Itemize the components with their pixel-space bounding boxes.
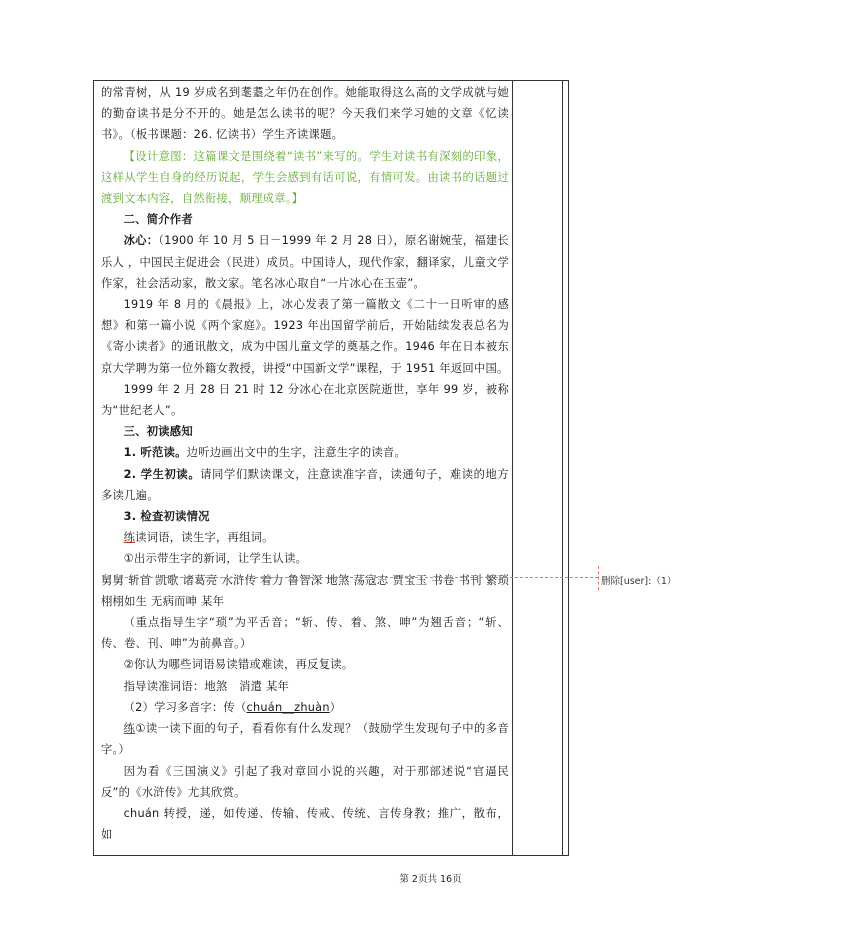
intro-paragraph: 的常青树，从 19 岁成名到耄耋之年仍在创作。她能取得这么高的文学成就与她的勤奋读书是分不开的。她是怎么读书的呢？今天我们来学习她的文章《忆读书》。（板书课题：26. 忆读书）学生齐读课题。 [101,86,509,142]
polyphone-prefix: （2）学习多音字：传（ [123,700,247,714]
design-note: 【设计意图：这篇课文是围绕着“读书”来写的。学生对读书有深刻的印象，这样从学生自身的经历说起，学生会感到有话可说，有情可发。由读书的话题过渡到文本内容，自然衔接，顺理成章。】 [101,149,509,206]
comment-connector [120,577,598,578]
revision-mark[interactable]: 练 [123,722,136,736]
item-hard-words: ②你认为哪些词语易读错或难读，再反复读。 [123,658,354,672]
step-2-title: 2. 学生初读。 [123,467,201,481]
step-1-title: 1. 听范读。 [123,446,187,460]
revision-mark[interactable]: 练 [123,531,136,545]
chuan-definition: chuán 转授，递，如传递、传输、传戒、传统、言传身教；推广，散布，如 [101,806,509,842]
lesson-content [101,82,509,845]
section-heading-reading: 三、初读感知 [123,425,193,439]
step-2-text: 请同学们默读课文，注意读准字音，读通句子，难读的地方多读几遍。 [101,467,509,502]
biography-paragraph: 1919 年 8 月的《晨报》上，冰心发表了第一篇散文《二十一日听审的感想》和第一篇小说《两个家庭》。1923 年出国留学前后，开始陆续发表总名为《寄小读者》的通讯散文，成为中国儿童文学的奠基之作。1946 年在日本被东京大学聘为第一位外籍女教授，讲授“中国新文学”课程，于 1951 年返回中国。 [101,298,509,375]
vocabulary-list: 舅舅 斩首 凯歌 诸葛亮 水浒传 着力 鲁智深 地煞 荡寇志 贾宝玉 书卷 书刊 繁琐 栩栩如生 无病而呻 某年 [101,573,509,608]
step-3: 3. 检查初读情况 [123,510,210,524]
example-sentence: 因为看《三国演义》引起了我对章回小说的兴趣，对于那部述说“官逼民反”的《水浒传》尤其欣赏。 [101,764,509,799]
practice-words-text: 读词语，读生字，再组词。 [135,531,274,545]
pronunciation-focus: （重点指导生字“琐”为平舌音；“斩、传、着、煞、呻”为翘舌音；“斩、传、卷、刊、呻”为前鼻音。） [101,616,509,651]
polyphone-suffix: ） [329,700,342,714]
step-1-text: 边听边画出文中的生字，注意生字的读音。 [186,446,407,460]
section-heading-author: 二、简介作者 [123,213,193,227]
death-paragraph: 1999 年 2 月 28 日 21 时 12 分冰心在北京医院逝世，享年 99 岁，被称为“世纪老人”。 [101,382,509,418]
practice-words [101,527,509,548]
step-2 [101,464,509,506]
column-divider [512,81,513,855]
item-sentence-task-text: ①读一读下面的句子，看看你有什么发现？（鼓励学生发现句子中的多音字。） [101,722,509,757]
column-divider [562,81,563,855]
step-1 [101,442,509,463]
author-name: 冰心： [123,234,159,248]
author-intro: （1900 年 10 月 5 日－1999 年 2 月 28 日），原名谢婉莹，福建长乐人 ，中国民主促进会（民进）成员。中国诗人，现代作家，翻译家，儿童文学作家，社会活动家，散文家。笔名冰心取自“一片冰心在玉壶”。 [101,234,509,290]
revision-comment[interactable]: 删除[user]:（1） [601,576,677,587]
polyphone-heading [101,697,509,718]
page-number: 第 2页共 16页 [399,874,462,885]
comment-connector-tick [598,566,599,590]
polyphone-pinyin: chuán__zhuàn [246,700,330,714]
item-show-words: ①出示带生字的新词，让学生认读。 [123,552,308,566]
item-sentence-task [101,718,509,760]
guide-words: 指导读准词语：地煞 消遣 某年 [123,679,290,693]
author-paragraph [101,230,509,294]
